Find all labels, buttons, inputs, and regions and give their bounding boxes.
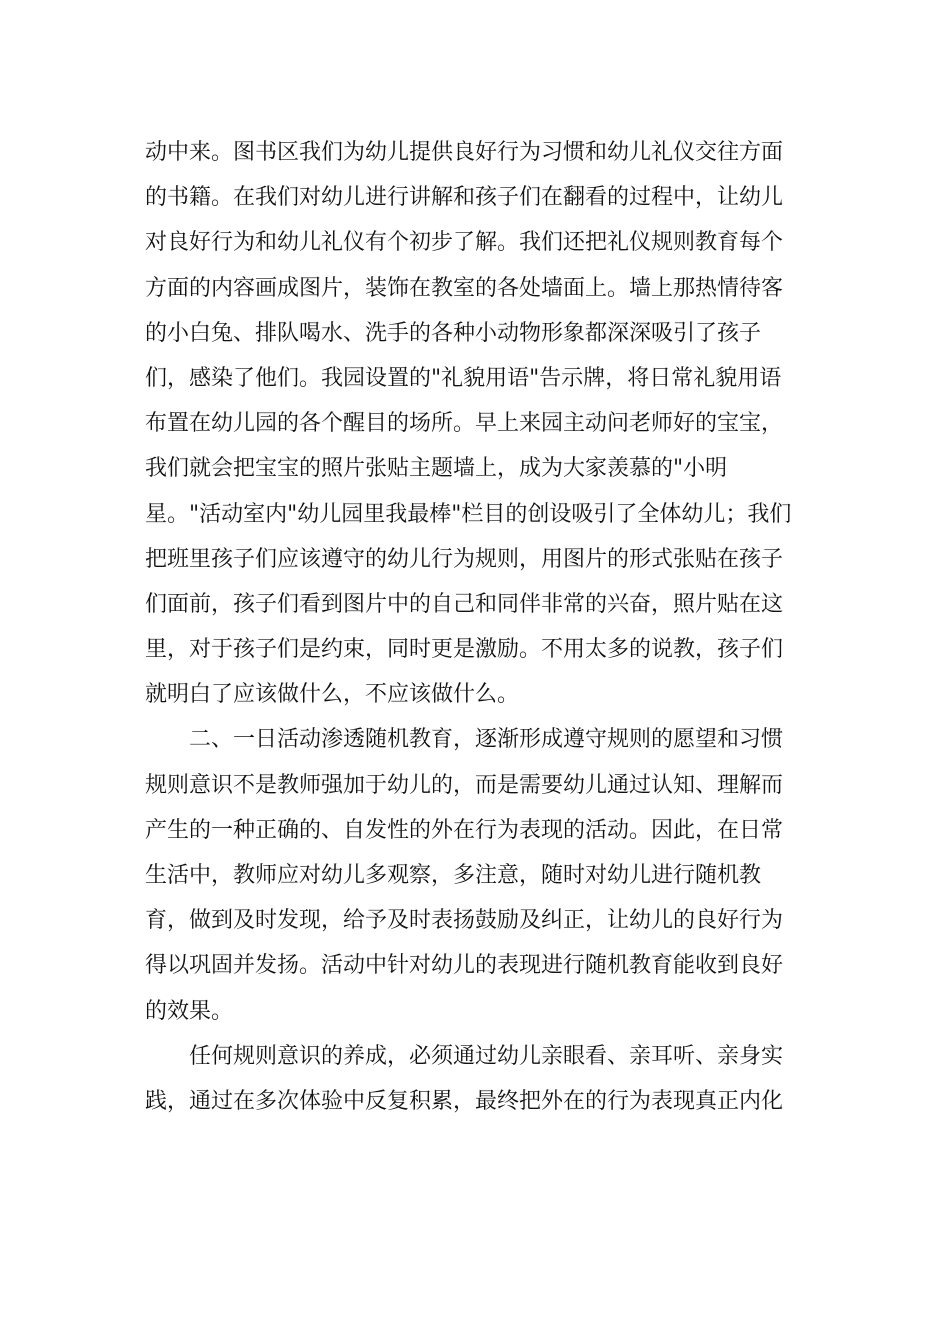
text-line: 得以巩固并发扬。活动中针对幼儿的表现进行随机教育能收到良好 (145, 953, 784, 979)
text-line: 生活中，教师应对幼儿多观察，多注意，随时对幼儿进行随机教 (145, 863, 762, 888)
text-line: 把班里孩子们应该遵守的幼儿行为规则，用图片的形式张贴在孩子 (145, 546, 784, 572)
body-text (145, 130, 815, 1124)
text-line: 们，感染了他们。我园设置的"礼貌用语"告示牌，将日常礼貌用语 (145, 365, 782, 391)
text-line: 产生的一种正确的、自发性的外在行为表现的活动。因此，在日常 (145, 817, 784, 843)
text-line: 们面前，孩子们看到图片中的自己和同伴非常的兴奋，照片贴在这 (145, 591, 784, 617)
text-line: 动中来。图书区我们为幼儿提供良好行为习惯和幼儿礼仪交往方面 (145, 140, 784, 165)
text-line: 的书籍。在我们对幼儿进行讲解和孩子们在翻看的过程中，让幼儿 (145, 185, 784, 211)
text-line: 育，做到及时发现，给予及时表扬鼓励及纠正，让幼儿的良好行为 (145, 908, 784, 934)
text-line: 我们就会把宝宝的照片张贴主题墙上，成为大家羡慕的"小明 (145, 456, 728, 482)
text-line: 的小白兔、排队喝水、洗手的各种小动物形象都深深吸引了孩子 (145, 320, 762, 346)
text-line: 规则意识不是教师强加于幼儿的，而是需要幼儿通过认知、理解而 (145, 772, 784, 798)
text-line: 方面的内容画成图片，装饰在教室的各处墙面上。墙上那热情待客 (145, 275, 784, 301)
text-line: 就明白了应该做什么，不应该做什么。 (145, 682, 520, 708)
text-line: 星。"活动室内"幼儿园里我最棒"栏目的创设吸引了全体幼儿；我们 (145, 501, 792, 527)
text-line: 践，通过在多次体验中反复积累，最终把外在的行为表现真正内化 (145, 1088, 784, 1114)
text-line: 布置在幼儿园的各个醒目的场所。早上来园主动问老师好的宝宝， (145, 411, 784, 437)
text-line: 里，对于孩子们是约束，同时更是激励。不用太多的说教，孩子们 (145, 637, 784, 663)
section-heading: 二、一日活动渗透随机教育，逐渐形成遵守规则的愿望和习惯 (189, 727, 784, 753)
paragraph-start-line: 任何规则意识的养成，必须通过幼儿亲眼看、亲耳听、亲身实 (189, 1043, 784, 1069)
text-line: 对良好行为和幼儿礼仪有个初步了解。我们还把礼仪规则教育每个 (145, 230, 784, 256)
text-line: 的效果。 (145, 998, 234, 1024)
